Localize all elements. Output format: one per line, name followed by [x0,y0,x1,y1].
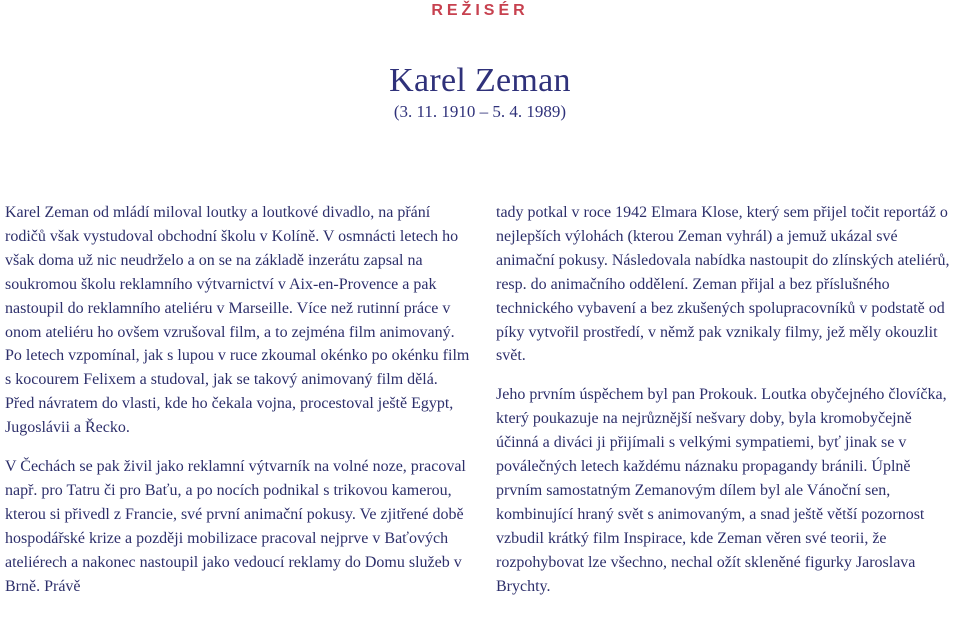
paragraph: Karel Zeman od mládí miloval loutky a loutkové divadlo, na přání rodičů však vystudoval obchodní školu v Kolíně. V osmnácti letech ho však doma už nic neudrželo a on se na základě inzerátu zapsal na soukromou školu reklamního výtvarnictví v Aix-en-Provence a pak nastoupil do reklamního ateliéru v Marseille. Více než rutinní práce v onom ateliéru ho ovšem vzrušoval film, a to zejména film animovaný. Po letech vzpomínal, jak s lupou v ruce zkoumal okénko po okénku film s kocourem Felixem a studoval, jak se takový animovaný film dělá. Před návratem do vlasti, kde ho čekala vojna, procestoval ještě Egypt, Jugoslávii a Řecko. [5,204,470,437]
right-text-column [496,201,956,599]
section-label: REŽISÉR [431,2,529,19]
page-title: Karel Zeman [389,62,571,99]
left-text-column [5,201,471,599]
life-dates: (3. 11. 1910 – 5. 4. 1989) [393,102,567,121]
paragraph: V Čechách se pak živil jako reklamní výtvarník na volné noze, pracoval např. pro Tatru či pro Baťu, a po nocích podnikal s trikovou kamerou, kterou si přivedl z Francie, své první animační pokusy. Ve zjitřené době hospodářské krize a později mobilizace pracoval nejprve v Baťových ateliérech a nakonec nastoupil jako vedoucí reklamy do Domu služeb v Brně. Právě [5,458,466,595]
paragraph: Jeho prvním úspěchem byl pan Prokouk. Loutka obyčejného človíčka, který poukazuje na nejrůznější nešvary doby, byla kromobyčejně účinná a diváci ji přijímali s velkými sympatiemi, byť jinak se v poválečných letech každému náznaku propagandy bránili. Úplně prvním samostatným Zemanovým dílem byl ale Vánoční sen, kombinující hraný svět s animovaným, a snad ještě větší pozornost vzbudil krátký film Inspirace, kde Zeman věren své teorii, že rozpohybovat lze všechno, nechal ožít skleněné figurky Jaroslava Brychty. [496,386,947,595]
paragraph: tady potkal v roce 1942 Elmara Klose, který sem přijel točit reportáž o nejlepších výlohách (kterou Zeman vyhrál) a jemuž ukázal své animační pokusy. Následovala nabídka nastoupit do zlínských ateliérů, resp. do animačního oddělení. Zeman přijal a bez příslušného technického vybavení a bez zkušených spolupracovníků v podstatě od píky vytvořil prostředí, v němž pak vznikaly filmy, jež měly okouzlit svět. [496,204,950,365]
